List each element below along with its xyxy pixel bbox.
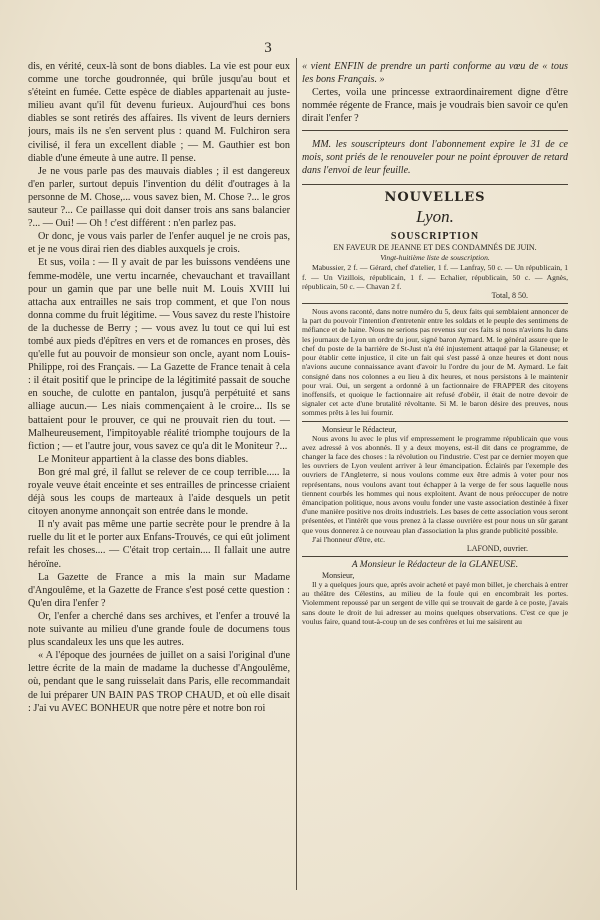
subscription-notice: MM. les souscripteurs dont l'abonnement expire le 31 de ce mois, sont priés de le renouveler pour ne point éprouver de retard dans l'envoi de leur feuille. <box>302 139 568 177</box>
article-paragraph: Nous avons raconté, dans notre numéro du 5, deux faits qui semblaient annoncer de la part du pouvoir l'intention d'entretenir entre les soldats et le peuple des sentimens de méfiance et de haine. Nous ne serions pas revenus sur ces faits si nous n'avions lu dans les journaux de Lyon un ordre du jour, signé baron Aymard. M. le général assure que le chef du poste de la barrière de St-Just n'a été injustement attaqué par la Glaneuse; et pour établir cette injustice, il cite un fait qui s'est passé à onze heures et dont nous n'avions aucune connaissance avant d'avoir lu l'ordre du jour de M. Aymard. Le fait consigné dans nos colonnes a eu lieu à dix heures, et nous persistons à le maintenir pour vrai. Oui, un sergent a ordonné à un factionnaire de FRAPPER des citoyens inoffensifs, et quoique le factionnaire ait refusé d'obéir, il était de notre devoir de signaler cet acte d'une brutalité révoltante. Si M. le baron désire des preuves, nous sommes prêts à les lui fournir. <box>302 307 568 418</box>
letter-salutation: Monsieur, <box>322 570 355 580</box>
column-divider <box>296 58 297 890</box>
left-column <box>28 60 290 880</box>
letter-paragraph: Il y a quelques jours que, après avoir acheté et payé mon billet, je cherchais à entrer au théâtre des Célestins, au milieu de la foule qui en encombrait les portes. Violemment repoussé par un sergent de ville qui se trouvait de garde à ce poste, j'avais sans doute le droit de lui adresser au moins quelques observations. C'est ce que je voulus faire, quand tout-à-coup un de ses confrères et lui me saisirent au <box>302 579 568 626</box>
letter-heading: A Monsieur le Rédacteur de la GLANEUSE. <box>351 559 519 570</box>
divider <box>302 184 568 185</box>
section-subtitle: Lyon. <box>416 207 454 227</box>
paragraph: Bon gré mal gré, il fallut se relever de ce coup terrible..... la royale veuve était enceinte et ses entrailles de princesse criaient déjà sous les coups de marteaux à l'aide desquels un petit citoyen anonyme annonçait son entrée dans le monde. <box>28 466 290 518</box>
paragraph: Or, l'enfer a cherché dans ses archives, et l'enfer a trouvé la note suivante au milieu d'une grande foule de documens tous plus scandaleux les uns que les autres. <box>28 610 290 649</box>
divider <box>302 556 568 557</box>
paragraph: Certes, voila une princesse extraordinairement digne d'être nommée régente de France, mais je voudrais bien savoir ce qu'en dirait l'enfer ? <box>302 87 568 125</box>
paragraph: dis, en vérité, ceux-là sont de bons diables. La vie est pour eux comme une torche goudronnée, qui brûle jusqu'au bout et s'éteint en fumée. Cette espèce de diables appartenait au juste-milieu avant qu'il fût devenu furieux. Aujourd'hui ces bons diables se sont retirés des affaires. Ils vivent de leurs derniers jours, mais ils ne s'en servent plus : quand M. Fulchiron sera civilisé, il fera un excellent diable ; — M. Gauthier est bon diable d'une émeute à une autre. Il pense. <box>28 61 290 164</box>
paragraph: Il n'y avait pas même une partie secrète pour le prendre à la ruelle du lit et le porter aux Enfans-Trouvés, ce qui eût joliment refait les choses.... — C'était trop certain.... Il fallait une autre héroïne. <box>28 519 290 570</box>
section-title: NOUVELLES <box>384 190 486 206</box>
souscription-total: Total, 8 50. <box>491 291 528 301</box>
souscription-subtitle: EN FAVEUR DE JEANNE ET DES CONDAMNÉS DE JUIN. <box>333 243 537 253</box>
quote-paragraph: « vient ENFIN de prendre un parti conforme au vœu de « tous les bons Français. » <box>302 61 568 86</box>
souscription-list: Mabussier, 2 f. — Gérard, chef d'atelier, 1 f. — Lanfray, 50 c. — Un républicain, 1 f. — Un Vizillois, républicain, 1 f. — Echalier, républicain, 50 c. — Agnès, républicain, 50 c. — Chavan 2 f. <box>302 263 568 291</box>
paragraph: « A l'époque des journées de juillet on a saisi l'original d'une lettre écrite de la main de madame la duchesse d'Angoulême, où, pendant que le sang ruisselait dans Paris, elle recommandait de lui préparer UN BAIN PAS TROP CHAUD, et où elle disait : J'ai vu AVEC BONHEUR que notre père et notre bon roi <box>28 650 290 714</box>
paragraph: Je ne vous parle pas des mauvais diables ; il est dangereux d'en parler, surtout depuis l'invention du délit d'outrages à la personne de M. Chose,... vous savez bien, M. Chose ?... le gros sauteur ?... Ce paillasse qui doit danser trois ans sans balancier ?... — Oui! — Oh ! c'est différent : n'en parlez pas. <box>28 165 290 230</box>
divider <box>302 130 568 131</box>
letter-paragraph: Nous avons lu avec le plus vif empressement le programme républicain que vous avez adressé à vos abonnés. Il y a deux moyens, est-il dit dans ce programme, de changer la face des choses : la révolution ou l'industrie. C'est par ce dernier moyen que les ouvriers de Lyon veulent arriver à leur émancipation. Éclairés par l'exemple des ouvriers de l'Angleterre, si nous voulons comme eux être admis à voter pour nos représentans, nous voulons avant tout échapper à la verge de fer sous laquelle nous tiennent courbés les hommes qui nous exploitent. Avant de nous préoccuper de notre émancipation politique, nous avons voulu fonder une vaste association destinée à fixer d'une manière positive nos droits industriels. Les bases de cette association vous seront présentées, et l'intérêt que vous prenez à la classe ouvrière est pour nous un sûr garant que vous donnerez à ce nouveau plan d'association la plus grande publicité possible. <box>302 433 568 535</box>
page-number: 3 <box>264 40 272 56</box>
divider <box>302 421 568 422</box>
paragraph: Et sus, voila : — Il y avait de par les buissons vendéens une femme-modèle, une vertu incarnée, chevauchant et travaillant pour un gamin que par une belle nuit M. Louis XVIII lui attacha aux entrailles ne sais trop comment, et que l'on nous donna comme du fruit légitime. — Vous savez du reste l'histoire de la duchesse de Berry ; — vous avez lu tout ce qui lui est tombé aux pieds d'épîtres en vers et de romances en proses, dès qu'elle fut au pouvoir de monsieur son oncle, ayant nom Louis-Philippe, roi des Français. — La Gazette de France tenait à cela : il était positif que le principe de la légitimité passait de souche en souche, de culotte en pantalon, jusqu'à perpétuité et sans alliage aucun.— Les niais commençaient à le croire... Ils se battaient pour le prouver, ce qui ne prouvait rien du tout. —Malheureusement, l'impitoyable réalité triomphe toujours de la fiction ; — et l'autre jour, vous savez ce qu'a dit le Moniteur ?... <box>28 257 290 452</box>
souscription-list-title: Vingt-huitième liste de souscription. <box>380 253 490 263</box>
divider <box>302 303 568 304</box>
paragraph: Or donc, je vous vais parler de l'enfer auquel je ne crois pas, et je ne vous dirai rien des diables auxquels je crois. <box>28 231 290 256</box>
right-column <box>302 60 568 880</box>
paragraph: La Gazette de France a mis la main sur Madame d'Angoulême, et la Gazette de France s'est posé cette question : Qu'en dira l'enfer ? <box>28 571 290 609</box>
paragraph: Le Moniteur appartient à la classe des bons diables. <box>38 453 249 465</box>
letter-closing: J'ai l'honneur d'être, etc. <box>312 534 386 544</box>
letter-signature: LAFOND, ouvrier. <box>466 543 528 553</box>
souscription-title: SOUSCRIPTION <box>390 231 480 243</box>
letter-salutation: Monsieur le Rédacteur, <box>322 424 397 434</box>
